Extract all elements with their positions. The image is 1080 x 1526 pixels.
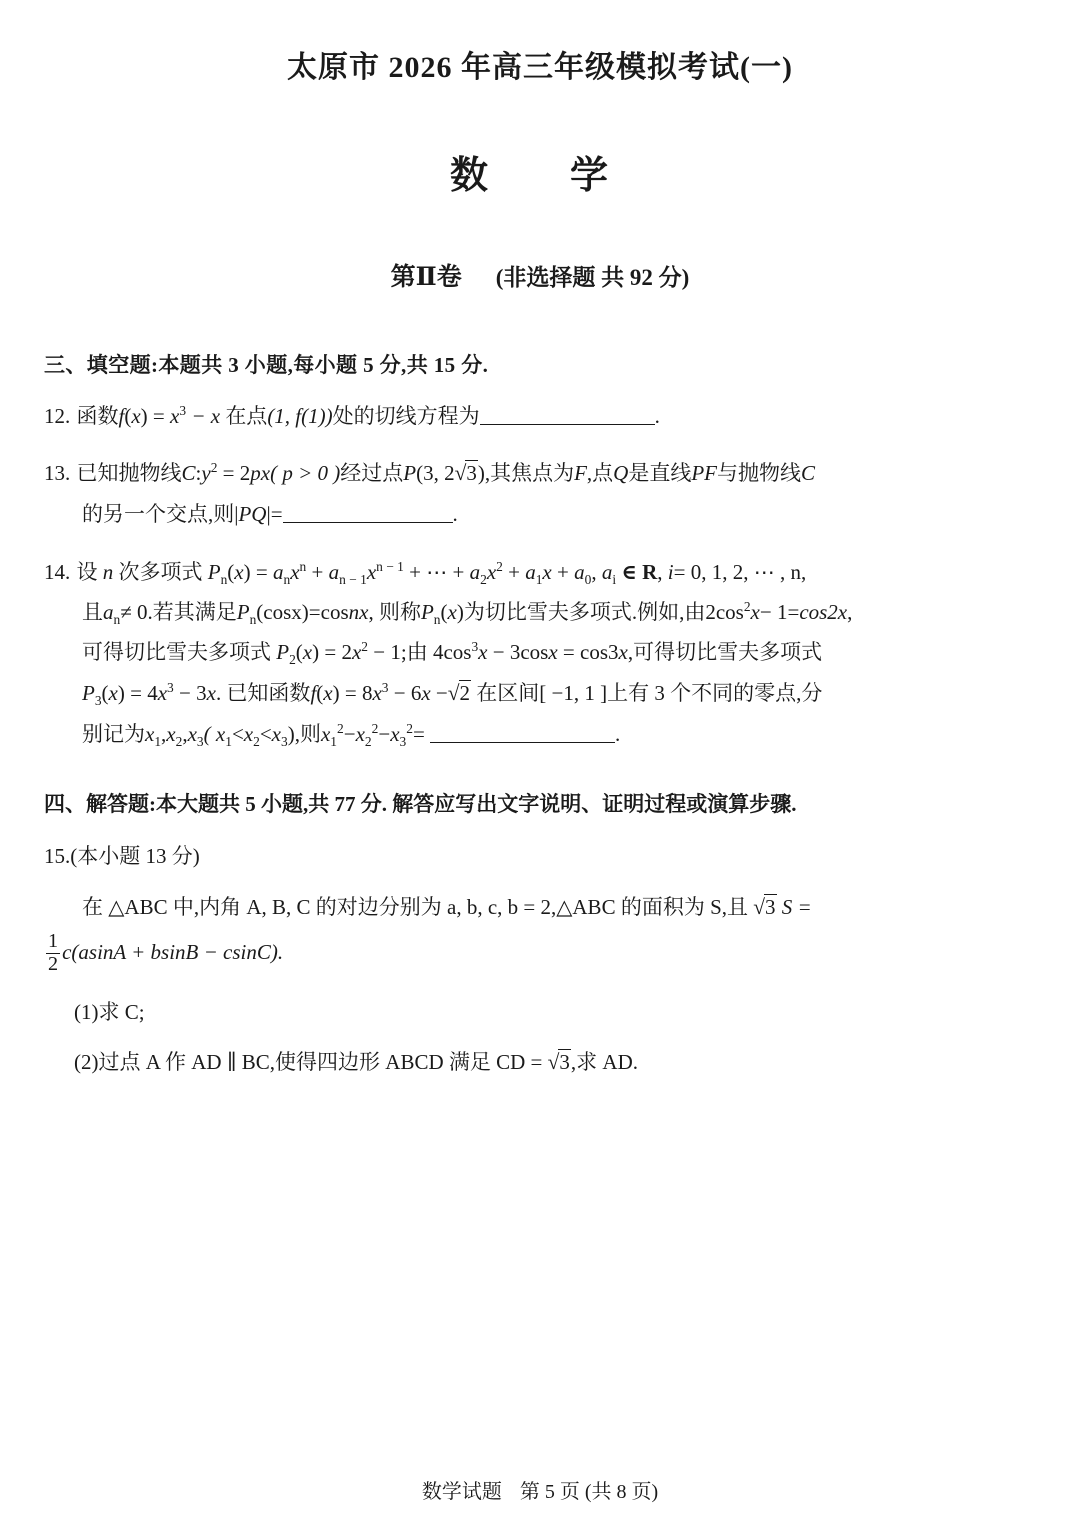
q14-req: = xyxy=(412,721,425,746)
question-15-part-2 xyxy=(44,1046,1040,1076)
q13-abs-open: | xyxy=(234,502,239,527)
q15-sub2-b: ,求 AD. xyxy=(570,1049,638,1074)
question-15-body xyxy=(44,886,1040,976)
q14-l4h: 上有 3 个不同的零点,分 xyxy=(607,680,823,705)
q13-C: C xyxy=(181,461,196,486)
q14-x13: x xyxy=(372,680,382,705)
q14-i: i xyxy=(667,559,674,584)
q14-minus5: − 6 xyxy=(393,680,422,705)
q13-colon: : xyxy=(195,461,202,486)
q12-answer-blank[interactable] xyxy=(480,403,655,425)
q15-sub1: (1)求 C; xyxy=(74,999,145,1024)
q14-x: x xyxy=(234,559,244,584)
q13-PF: PF xyxy=(691,461,717,486)
q14-in-R: ∈ R xyxy=(621,559,658,584)
q12-eq: = xyxy=(152,404,165,428)
q14-r1: x xyxy=(320,721,331,746)
q14-l3b: ( xyxy=(295,640,303,665)
q14-r3: x xyxy=(390,721,400,746)
q14-Pn-sub: n xyxy=(220,571,228,587)
q13-sqrt3: √3 xyxy=(454,461,477,486)
q14-l2b: 若其满足 xyxy=(152,600,237,625)
q15-sub2-a: (2)过点 A 作 AD ∥ BC,使得四边形 ABCD 满足 CD = xyxy=(74,1049,543,1074)
q12-xcube: x xyxy=(170,404,180,428)
q13-answer-blank[interactable] xyxy=(283,501,453,523)
q14-an-sub: n xyxy=(113,612,121,628)
q12-point: (1, f(1)) xyxy=(267,404,333,428)
q14-l2e: ) xyxy=(456,600,464,625)
q14-comma4: , xyxy=(847,600,853,625)
q13-period: . xyxy=(452,502,458,527)
q14-l4g: 在区间 xyxy=(476,680,540,705)
q13-PQ: PQ xyxy=(238,502,267,527)
q12-number: 12. xyxy=(44,404,71,428)
q14-r3-sub: 3 xyxy=(399,734,407,749)
footer-left: 数学试题 xyxy=(421,1481,502,1503)
q14-Pn3: P xyxy=(420,600,434,625)
q14-l2c: 则称 xyxy=(378,600,421,625)
q14-l1b: 次多项式 xyxy=(118,559,203,584)
subject-title: 数 学 xyxy=(449,155,630,197)
q14-l3e: ,可得切比雪夫多项式 xyxy=(627,640,823,665)
q14-t4-x: x xyxy=(542,559,552,584)
q13-cond: ( p > 0 ) xyxy=(270,461,341,486)
q14-l4d: . 已知函数 xyxy=(215,680,311,705)
q13-l1b: 经过点 xyxy=(340,461,404,486)
q14-t3: a xyxy=(469,559,481,584)
q14-t4-sub: 1 xyxy=(535,571,543,587)
q14-x3: x xyxy=(750,600,760,625)
q14-r2-sub: 2 xyxy=(364,734,372,749)
volume-note: (非选择题 共 92 分) xyxy=(495,265,690,290)
q14-t1-exp: n xyxy=(299,558,307,574)
q13-px: px xyxy=(250,461,271,486)
q15-S-eq: S = xyxy=(781,895,812,920)
section-three-heading: 三、填空题:本题共 3 小题,每小题 5 分,共 15 分. xyxy=(44,353,489,377)
q14-period: . xyxy=(615,721,621,746)
q14-cosx: (cosx) xyxy=(256,600,309,625)
q13-C2: C xyxy=(800,461,815,486)
q14-rm2: − xyxy=(378,721,391,746)
q14-order-close: ) xyxy=(287,721,295,746)
q14-line5 xyxy=(82,714,1040,754)
q13-line2 xyxy=(82,494,1040,534)
q14-Pn: P xyxy=(207,559,221,584)
q14-P3-sub: 3 xyxy=(94,692,102,708)
q15-body-b: c(asinA + bsinB − csinC). xyxy=(62,939,284,964)
q13-P: P xyxy=(403,461,417,486)
q14-x4: x xyxy=(302,640,313,665)
question-15-part-1 xyxy=(44,996,1040,1026)
q13-l2a: 的另一个交点,则 xyxy=(82,502,235,527)
q13-y-exp: 2 xyxy=(210,460,218,476)
q14-lt1: < xyxy=(231,721,244,746)
q14-r1-exp: 2 xyxy=(337,720,344,736)
q14-x5: x xyxy=(351,640,362,665)
exam-title: 太原市 2026 年高三年级模拟考试(一) xyxy=(287,51,793,84)
q14-plus2: + ⋯ + xyxy=(409,559,465,584)
q14-minus6: − xyxy=(435,680,448,705)
q13-eq1: = 2 xyxy=(222,461,251,486)
q14-t2-exp: n − 1 xyxy=(376,558,404,574)
q14-eq7: = 8 xyxy=(344,680,373,705)
q14-ox3: x xyxy=(271,721,281,746)
q15-sub2-sqrt3: √3 xyxy=(547,1049,570,1074)
q14-comma3: , xyxy=(368,600,374,625)
q14-l4f: ) xyxy=(332,680,340,705)
q14-l1a: 设 xyxy=(76,559,98,584)
q14-cos-exp: 2 xyxy=(743,599,751,615)
q14-line3 xyxy=(82,632,1040,672)
question-15-head: 15.(本小题 13 分) xyxy=(44,844,200,869)
q12-minus-x: − x xyxy=(191,404,221,428)
q14-plus4: + xyxy=(557,559,569,584)
q14-number: 14. xyxy=(44,559,71,584)
q14-minus4: − 3 xyxy=(179,680,207,705)
q14-rm1: − xyxy=(343,721,356,746)
q14-xl3-sub: 3 xyxy=(196,734,204,749)
q14-l3a: 可得切比雪夫多项式 xyxy=(82,640,271,665)
q14-x9: x xyxy=(108,680,118,705)
q14-r2-exp: 2 xyxy=(371,720,379,736)
q12-f: f xyxy=(118,404,125,428)
q14-l4b: ( xyxy=(101,680,109,705)
q14-c2: , xyxy=(182,721,188,746)
q14-eq4: = 2 xyxy=(324,640,352,665)
q12-open: ( xyxy=(124,404,132,428)
q14-eq5: = cos3 xyxy=(562,640,619,665)
q14-x6: x xyxy=(478,640,488,665)
q14-xl2-sub: 2 xyxy=(175,734,183,749)
q14-Pn3-sub: n xyxy=(433,612,441,628)
q12-close: ) xyxy=(140,404,148,428)
q15-body-line2 xyxy=(44,931,1040,976)
q12-x: x xyxy=(131,404,141,428)
q14-x10: x xyxy=(157,680,168,705)
q14-f: f xyxy=(310,680,317,705)
q14-l4c: ) xyxy=(117,680,125,705)
q14-cos2x: cos2x xyxy=(799,600,848,625)
q14-comma1: , xyxy=(591,559,597,584)
q14-x5-exp: 2 xyxy=(361,639,369,655)
q14-plus3: + xyxy=(508,559,520,584)
volume-line xyxy=(40,257,1040,293)
q12-period: . xyxy=(654,404,660,428)
q14-x2: x xyxy=(447,600,457,625)
q14-l2f: 为切比雪夫多项式.例如,由 xyxy=(463,600,706,625)
q14-t2-x: x xyxy=(366,559,377,584)
q14-o1: 1 xyxy=(225,734,232,749)
q14-line4 xyxy=(82,673,1040,714)
q14-twocos: 2cos xyxy=(705,600,744,625)
q14-nx: nx xyxy=(348,600,369,625)
volume-label: 第Ⅱ卷 xyxy=(390,264,462,291)
q13-number: 13. xyxy=(44,461,71,486)
q14-eq: = xyxy=(255,559,268,584)
q14-eq3: = xyxy=(787,600,800,625)
q14-l2a: 且 xyxy=(82,600,103,625)
q13-line1 xyxy=(44,453,1040,494)
q14-x8: x xyxy=(618,640,628,665)
q14-answer-blank[interactable] xyxy=(430,721,615,743)
q14-line1 xyxy=(44,552,1040,592)
q14-c1: , xyxy=(161,721,167,746)
q14-t4: a xyxy=(525,559,536,584)
q15-body-a: 在 △ABC 中,内角 A, B, C 的对边分别为 a, b, c, b = 2,△ABC 的面积为 S,且 xyxy=(82,895,749,920)
q13-l1a: 已知抛物线 xyxy=(76,461,182,486)
q14-xl3: x xyxy=(187,721,197,746)
q14-x11: x xyxy=(206,680,216,705)
q14-x12: x xyxy=(323,680,333,705)
q14-xl1-sub: 1 xyxy=(154,734,162,749)
q14-cos3-exp: 3 xyxy=(471,639,479,655)
q14-x7: x xyxy=(548,640,558,665)
q13-F: F xyxy=(574,461,587,486)
q14-Pn2: P xyxy=(236,600,250,625)
q14-an: a xyxy=(103,600,114,625)
footer-right: 第 5 页 (共 8 页) xyxy=(519,1481,659,1503)
q15-fraction: $\frac{1}{2}$ xyxy=(48,930,59,976)
q14-t1: a xyxy=(272,559,284,584)
q14-minus2: − 1; xyxy=(373,640,407,665)
q14-l2d: ( xyxy=(440,600,448,625)
q14-l3c: ) xyxy=(312,640,320,665)
q15-sqrt3: √3 xyxy=(753,895,776,920)
q14-plus1: + xyxy=(311,559,324,584)
q14-P2-sub: 2 xyxy=(289,652,296,668)
question-12 xyxy=(44,396,1040,436)
q14-l5b: ,则 xyxy=(294,721,321,746)
q14-l4e: ( xyxy=(316,680,324,705)
q14-eq2: =cos xyxy=(308,600,349,625)
q12-cube-exp: 3 xyxy=(179,403,187,418)
q14-ai-sub: i xyxy=(612,571,617,587)
q13-Q: Q xyxy=(613,461,629,486)
q13-l1e: 是直线 xyxy=(628,461,692,486)
q14-r2: x xyxy=(355,721,365,746)
q14-l3d: 由 4cos xyxy=(406,640,472,665)
q12-text-c: 处的切线方程为 xyxy=(332,404,480,428)
q14-xl1: x xyxy=(145,721,155,746)
question-13 xyxy=(44,453,1040,534)
q14-r1-sub: 1 xyxy=(330,734,338,749)
q14-sqrt2: √2 xyxy=(447,680,471,705)
q14-minus1: − 1 xyxy=(759,600,788,625)
q14-t5-sub: 0 xyxy=(584,571,592,587)
q14-ne0: ≠ 0. xyxy=(120,600,153,625)
q14-t1-x: x xyxy=(290,559,300,584)
q14-order-open: ( x xyxy=(203,721,226,746)
q14-o3: 3 xyxy=(281,734,288,749)
q14-n: n xyxy=(102,559,114,584)
q13-y: y xyxy=(201,461,211,486)
q14-minus3: − 3cos xyxy=(492,640,549,665)
q14-t2: a xyxy=(328,559,340,584)
q13-Pargs-pre: (3, 2 xyxy=(416,461,455,486)
q14-xl2: x xyxy=(166,721,176,746)
q14-t1-sub: n xyxy=(283,571,291,587)
q14-l5a: 别记为 xyxy=(82,721,145,746)
q14-l1d: ) xyxy=(243,559,251,584)
q13-Pargs-post: ) xyxy=(477,461,485,486)
q14-lt2: < xyxy=(259,721,272,746)
q14-r3-exp: 2 xyxy=(406,720,413,736)
q14-comma2: , xyxy=(657,559,663,584)
q14-t3-sub: 2 xyxy=(480,571,487,587)
q12-text-a: 函数 xyxy=(76,404,119,428)
q14-P2: P xyxy=(276,640,290,665)
q14-x10-exp: 3 xyxy=(167,679,174,695)
q13-abs-close: | xyxy=(266,502,271,527)
q14-line2 xyxy=(82,592,1040,632)
q13-l1c: ,其焦点为 xyxy=(484,461,575,486)
q14-P3: P xyxy=(82,680,95,705)
q14-l1c: ( xyxy=(227,559,235,584)
q12-text-b: 在点 xyxy=(225,404,268,428)
q14-Pn2-sub: n xyxy=(249,612,257,628)
q14-t5: a xyxy=(574,559,585,584)
section-four-heading: 四、解答题:本大题共 5 小题,共 77 分. 解答应写出文字说明、证明过程或演算步骤. xyxy=(44,792,797,817)
q14-o2: 2 xyxy=(253,734,260,749)
q14-t2-sub: n − 1 xyxy=(339,571,367,587)
q13-l1f: 与抛物线 xyxy=(716,461,801,486)
q14-ai: a xyxy=(601,559,613,584)
q14-ox2: x xyxy=(243,721,254,746)
q14-t3-exp: 2 xyxy=(496,558,503,574)
q14-t3-x: x xyxy=(486,559,497,584)
q14-x14: x xyxy=(421,680,431,705)
q13-l1d: ,点 xyxy=(586,461,614,486)
q14-x13-exp: 3 xyxy=(381,679,389,695)
q14-interval: [ −1, 1 ] xyxy=(539,680,608,705)
page-footer xyxy=(0,1475,1080,1504)
question-14 xyxy=(44,552,1040,754)
q14-i-vals: = 0, 1, 2, ⋯ , n, xyxy=(673,559,807,584)
q13-l2b: = xyxy=(270,502,283,527)
q14-eq6: = 4 xyxy=(130,680,158,705)
